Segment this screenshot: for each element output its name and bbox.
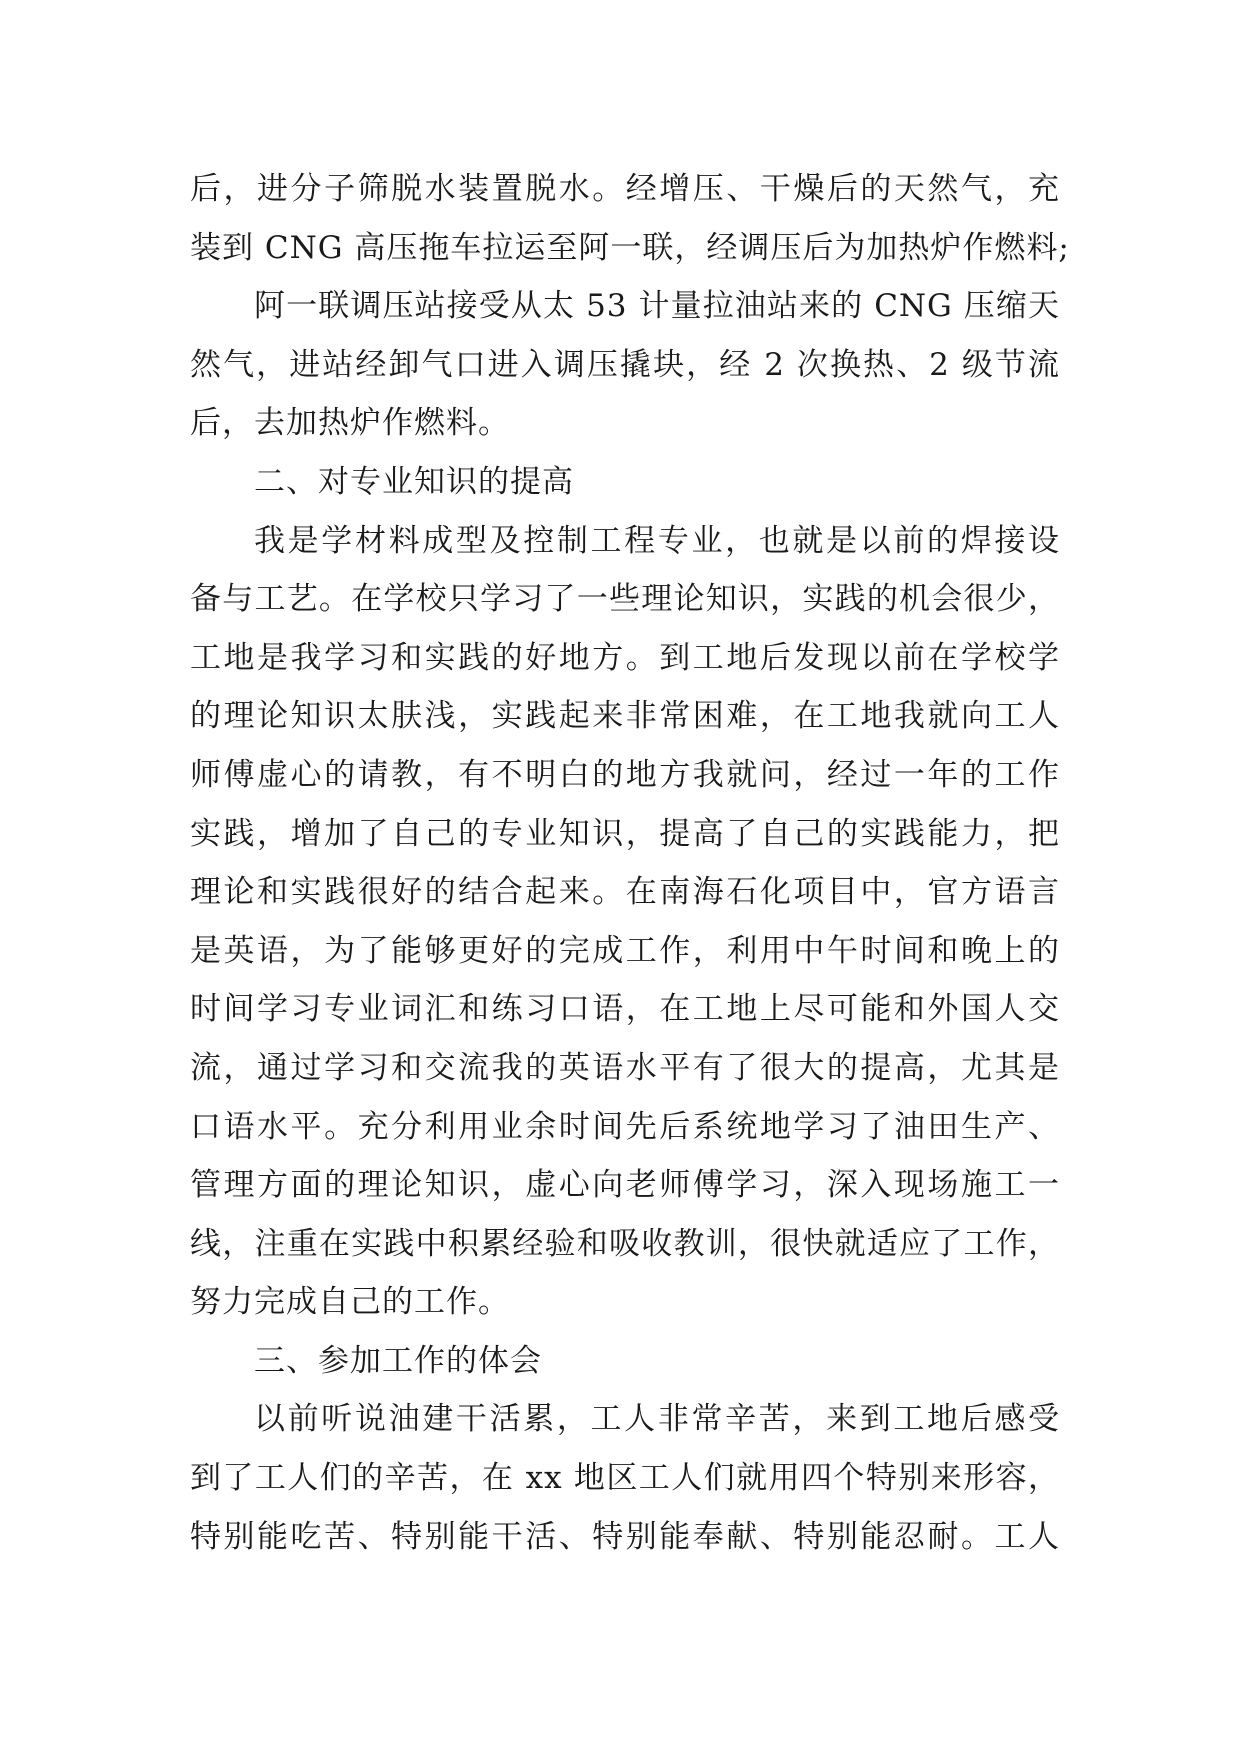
text-line: 三、参加工作的体会 <box>254 1342 542 1379</box>
text-line: 后，去加热炉作燃料。 <box>190 405 510 442</box>
text-line: 流，通过学习和交流我的英语水平有了很大的提高，尤其是 <box>190 1049 1060 1086</box>
text-line: 我是学材料成型及控制工程专业，也就是以前的焊接设 <box>254 522 1060 559</box>
text-line: 特别能吃苦、特别能干活、特别能奉献、特别能忍耐。工人 <box>190 1518 1060 1555</box>
text-line: 二、对专业知识的提高 <box>254 463 574 500</box>
text-line: 努力完成自己的工作。 <box>190 1284 510 1321</box>
text-line: 的理论知识太肤浅，实践起来非常困难，在工地我就向工人 <box>190 698 1060 735</box>
document-body <box>190 160 1070 1566</box>
text-line: 实践，增加了自己的专业知识，提高了自己的实践能力，把 <box>190 815 1060 852</box>
text-line: 师傅虚心的请教，有不明白的地方我就问，经过一年的工作 <box>190 756 1060 793</box>
text-line: 是英语，为了能够更好的完成工作，利用中午时间和晚上的 <box>190 932 1060 969</box>
text-line: 线，注重在实践中积累经验和吸收教训，很快就适应了工作， <box>190 1225 1060 1262</box>
text-line: 后，进分子筛脱水装置脱水。经增压、干燥后的天然气，充 <box>190 171 1060 207</box>
text-line: 装到 CNG 高压拖车拉运至阿一联，经调压后为加热炉作燃料; <box>190 229 1070 266</box>
text-line: 工地是我学习和实践的好地方。到工地后发现以前在学校学 <box>190 639 1060 676</box>
text-line: 然气，进站经卸气口进入调压撬块，经 2 次换热、2 级节流 <box>190 346 1060 383</box>
text-line: 管理方面的理论知识，虚心向老师傅学习，深入现场施工一 <box>190 1167 1060 1204</box>
text-line: 理论和实践很好的结合起来。在南海石化项目中，官方语言 <box>190 874 1060 911</box>
text-line: 时间学习专业词汇和练习口语，在工地上尽可能和外国人交 <box>190 991 1060 1028</box>
text-line: 备与工艺。在学校只学习了一些理论知识，实践的机会很少， <box>190 581 1060 618</box>
text-line: 以前听说油建干活累，工人非常辛苦，来到工地后感受 <box>254 1401 1060 1438</box>
text-line: 阿一联调压站接受从太 53 计量拉油站来的 CNG 压缩天 <box>254 288 1060 325</box>
text-line: 到了工人们的辛苦，在 xx 地区工人们就用四个特别来形容， <box>190 1460 1060 1497</box>
text-line: 口语水平。充分利用业余时间先后系统地学习了油田生产、 <box>190 1108 1060 1145</box>
